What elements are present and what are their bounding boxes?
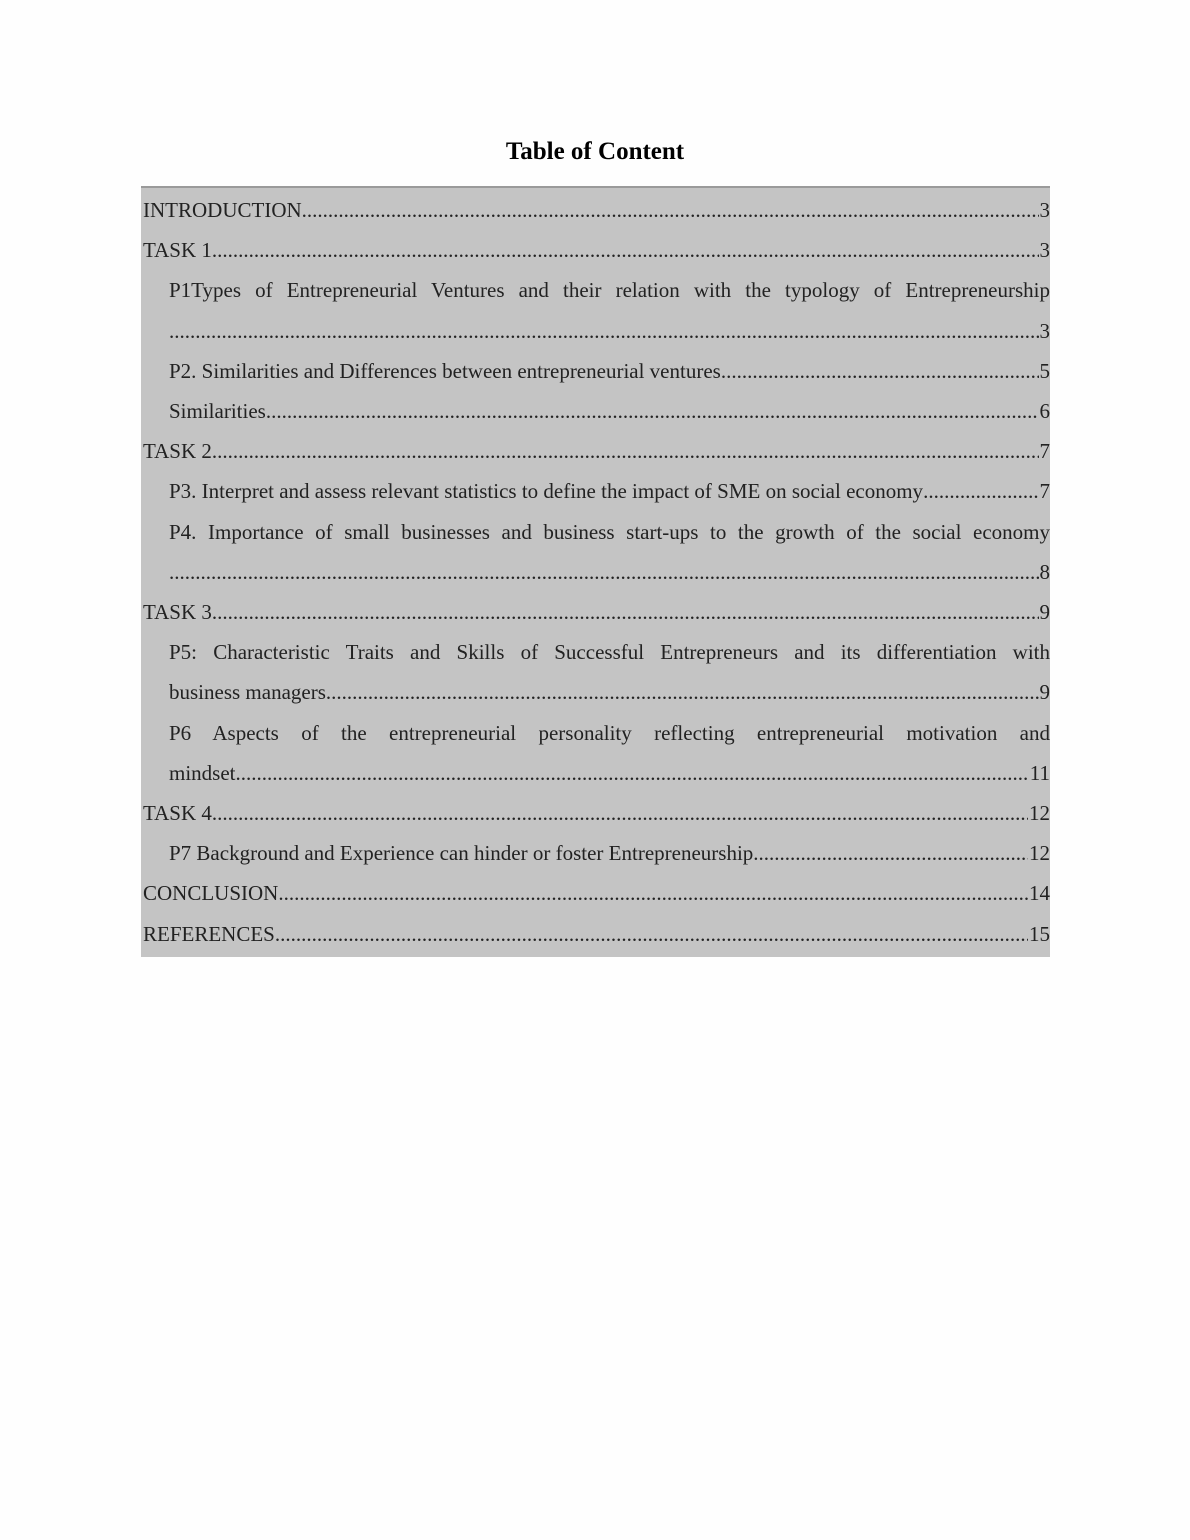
dot-leader bbox=[753, 833, 1028, 873]
toc-entry-label: TASK 1 bbox=[143, 238, 212, 263]
toc-entry-task-2[interactable] bbox=[141, 431, 1050, 471]
dot-leader bbox=[212, 592, 1039, 632]
toc-page-number: 3 bbox=[1039, 198, 1050, 222]
dot-leader bbox=[326, 672, 1039, 712]
toc-entry-introduction[interactable] bbox=[141, 190, 1050, 230]
toc-page-number: 15 bbox=[1029, 921, 1050, 946]
dot-leader bbox=[212, 431, 1039, 471]
toc-page-number: 5 bbox=[1039, 358, 1050, 383]
dot-leader bbox=[923, 471, 1038, 511]
page-title: Table of Content bbox=[505, 138, 685, 165]
toc-entry-first-line: P1Types of Entrepreneurial Ventures and their relation with the typology of Entrepreneurship bbox=[169, 278, 1050, 303]
toc-entry-label: P2. Similarities and Differences between entrepreneurial ventures bbox=[169, 358, 721, 383]
toc-page-number: 9 bbox=[1039, 600, 1050, 625]
toc-page-number: 9 bbox=[1039, 680, 1050, 705]
toc-entry-references[interactable] bbox=[141, 914, 1050, 954]
toc-entry-first-line: P5: Characteristic Traits and Skills of Successful Entrepreneurs and its differentiation with bbox=[169, 640, 1050, 665]
toc-page-number: 3 bbox=[1039, 318, 1050, 343]
toc-entry-conclusion[interactable] bbox=[141, 873, 1050, 913]
toc-entry-label: TASK 2 bbox=[143, 439, 212, 464]
toc-entry-label: mindset bbox=[169, 760, 236, 785]
toc-page-number: 12 bbox=[1029, 841, 1050, 866]
toc-page-number: 8 bbox=[1039, 559, 1050, 584]
toc-page-number: 7 bbox=[1039, 439, 1050, 464]
toc-page-number: 7 bbox=[1039, 479, 1050, 504]
toc-entry-p6[interactable] bbox=[141, 713, 1050, 793]
dot-leader bbox=[236, 753, 1029, 793]
toc-entry-label: P3. Interpret and assess relevant statistics to define the impact of SME on social economy bbox=[169, 479, 924, 504]
dot-leader bbox=[266, 391, 1039, 431]
dot-leader bbox=[302, 190, 1039, 230]
dot-leader bbox=[212, 230, 1039, 270]
toc-entry-label: Similarities bbox=[169, 399, 266, 424]
dot-leader bbox=[275, 914, 1028, 954]
toc-entry-p2[interactable] bbox=[141, 351, 1050, 391]
toc-page-number: 6 bbox=[1039, 399, 1050, 424]
toc-entry-p4[interactable] bbox=[141, 512, 1050, 592]
toc-entry-label: P7 Background and Experience can hinder or foster Entrepreneurship bbox=[169, 841, 754, 866]
toc-page-number: 14 bbox=[1029, 881, 1050, 906]
toc-page-number: 12 bbox=[1029, 801, 1050, 826]
toc-entry-first-line: P6 Aspects of the entrepreneurial personality reflecting entrepreneurial motivation and bbox=[169, 720, 1050, 745]
toc-entry-label: REFERENCES bbox=[143, 921, 275, 946]
toc-entry-label: TASK 3 bbox=[143, 600, 212, 625]
toc-entry-task-3[interactable] bbox=[141, 592, 1050, 632]
toc-entry-p7[interactable] bbox=[141, 833, 1050, 873]
table-of-contents bbox=[141, 186, 1050, 957]
toc-entry-label: INTRODUCTION bbox=[143, 198, 302, 222]
dot-leader bbox=[169, 552, 1039, 592]
toc-entry-p1[interactable] bbox=[141, 270, 1050, 350]
toc-entry-task-1[interactable] bbox=[141, 230, 1050, 270]
toc-entry-p3[interactable] bbox=[141, 471, 1050, 511]
dot-leader bbox=[278, 873, 1028, 913]
toc-page-number: 11 bbox=[1029, 760, 1050, 785]
toc-entry-first-line: P4. Importance of small businesses and business start-ups to the growth of the social economy bbox=[169, 519, 1050, 544]
toc-page-number: 3 bbox=[1039, 238, 1050, 263]
toc-entry-label: business managers bbox=[169, 680, 326, 705]
dot-leader bbox=[169, 311, 1039, 351]
toc-entry-task-4[interactable] bbox=[141, 793, 1050, 833]
dot-leader bbox=[721, 351, 1039, 391]
dot-leader bbox=[212, 793, 1028, 833]
toc-entry-label: TASK 4 bbox=[143, 801, 212, 826]
toc-entry-similarities[interactable] bbox=[141, 391, 1050, 431]
toc-entry-p5[interactable] bbox=[141, 632, 1050, 712]
toc-entry-label: CONCLUSION bbox=[143, 881, 279, 906]
